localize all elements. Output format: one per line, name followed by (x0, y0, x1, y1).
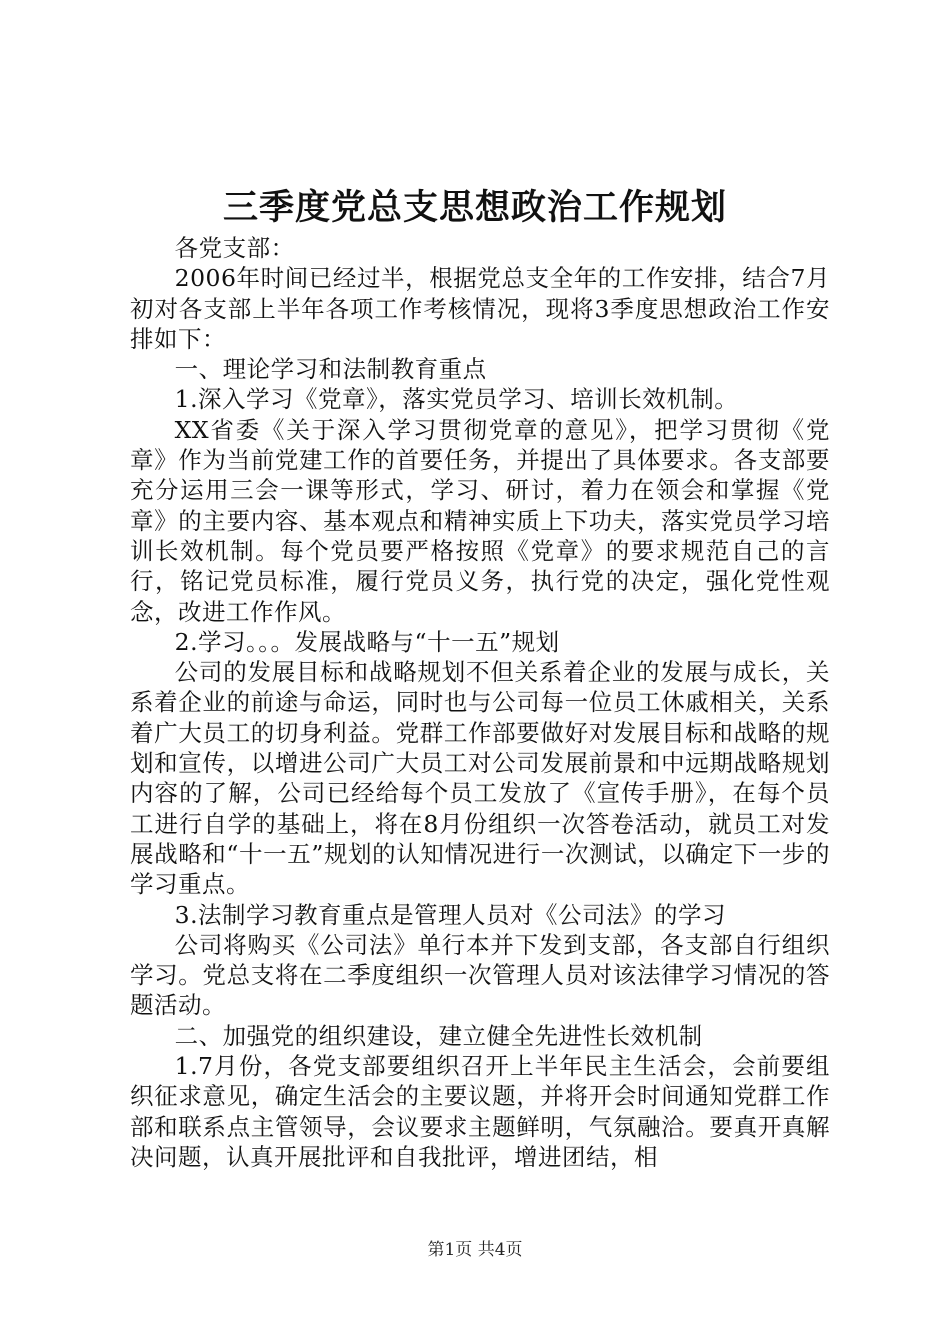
salutation: 各党支部： (174, 234, 295, 262)
body-paragraph: 公司将购买《公司法》单行本并下发到支部，各支部自行组织学习。党总支将在二季度组织一次管理人员对该法律学习情况的答题活动。 (130, 930, 830, 1020)
body-paragraph: XX省委《关于深入学习贯彻党章的意见》，把学习贯彻《党章》作为当前党建工作的首要任务，并提出了具体要求。各支部要充分运用三会一课等形式，学习、研讨，着力在领会和掌握《党章》的主要内容、基本观点和精神实质上下功夫，落实党员学习培训长效机制。每个党员要严格按照《党章》的要求规范自己的言行，铭记党员标准，履行党员义务，执行党的决定，强化党性观念，改进工作作风。 (130, 415, 830, 626)
section-heading-1: 一、理论学习和法制教育重点 (174, 355, 487, 384)
body-paragraph: 公司的发展目标和战略规划不但关系着企业的发展与成长，关系着企业的前途与命运，同时也与公司每一位员工休戚相关，关系着广大员工的切身利益。党群工作部要做好对发展目标和战略的规划和宣传，以增进公司广大员工对公司发展前景和中远期战略规划内容的了解，公司已经给每个员工发放了《宣传手册》，在每个员工进行自学的基础上，将在8月份组织一次答卷活动，就员工对发展战略和“十一五”规划的认知情况进行一次测试，以确定下一步的学习重点。 (130, 658, 830, 899)
subsection-heading-1-1: 1.深入学习《党章》，落实党员学习、培训长效机制。 (174, 385, 739, 414)
document-body (130, 233, 830, 1172)
page-footer: 第1页 共4页 (427, 1240, 523, 1260)
section-heading-2: 二、加强党的组织建设，建立健全先进性长效机制 (174, 1021, 703, 1050)
subsection-heading-1-2: 2.学习。。。发展战略与“十一五”规划 (174, 627, 560, 656)
document-title: 三季度党总支思想政治工作规划 (222, 187, 727, 228)
subsection-heading-1-3: 3.法制学习教育重点是管理人员对《公司法》的学习 (174, 900, 727, 929)
body-paragraph: 1.7月份，各党支部要组织召开上半年民主生活会，会前要组织征求意见，确定生活会的主要议题，并将开会时间通知党群工作部和联系点主管领导，会议要求主题鲜明，气氛融洽。要真开真解决问题，认真开展批评和自我批评，增进团结，相 (130, 1052, 830, 1171)
intro-paragraph: 2006年时间已经过半，根据党总支全年的工作安排，结合7月初对各支部上半年各项工作考核情况，现将3季度思想政治工作安排如下： (130, 264, 830, 353)
